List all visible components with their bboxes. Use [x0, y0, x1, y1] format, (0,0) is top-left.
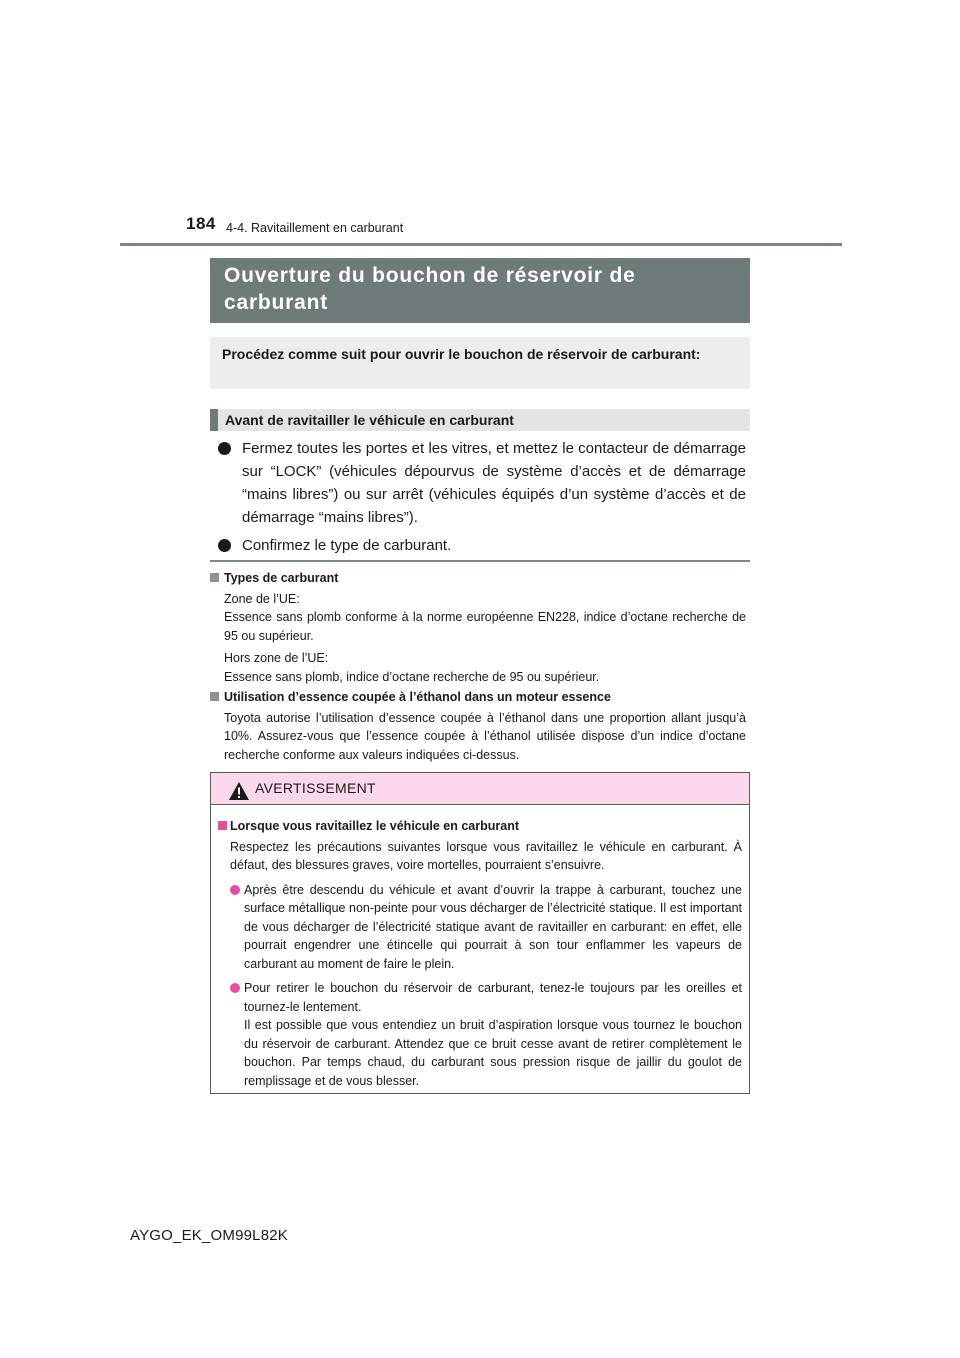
warning-title: AVERTISSEMENT [255, 780, 376, 796]
list-item [216, 534, 746, 557]
bullet-icon [218, 539, 231, 552]
square-bullet-icon [218, 821, 227, 830]
header-divider [120, 243, 842, 246]
list-item-text: Fermez toutes les portes et les vitres, et mettez le contacteur de démarrage sur “LOCK” (véhicules dépourvus de système d’accès et de démarrage “mains libres”) ou sur arrêt (véhicules équipés d’un système d’accès et de démarrage “mains libres”). [242, 440, 746, 526]
warning-heading [218, 817, 742, 836]
section-breadcrumb: 4-4. Ravitaillement en carburant [226, 221, 404, 235]
bullet-icon [218, 442, 231, 455]
intro-text: Procédez comme suit pour ouvrir le bouchon de réservoir de carburant: [210, 337, 750, 389]
warning-intro: Respectez les précautions suivantes lorsque vous ravitaillez le véhicule en carburant. À défaut, des blessures graves, voire mortelles, pourraient s’ensuivre. [230, 839, 742, 872]
page-number: 184 [186, 214, 216, 233]
section-title-bar [210, 258, 750, 323]
note-paragraph: Toyota autorise l’utilisation d’essence coupée à l’éthanol dans une proportion allant jusqu’à 10%. Assurez-vous que l’essence coupée à l’éthanol utilisée dispose d’un indice d’octane recherche conforme aux valeurs indiquées ci-dessus. [224, 710, 746, 762]
warning-item [218, 881, 742, 974]
list-item [216, 437, 746, 529]
note-heading-text: Types de carburant [224, 571, 339, 585]
note-paragraph [210, 590, 746, 646]
page-title-line2: carburant [224, 291, 329, 314]
warning-heading-text: Lorsque vous ravitaillez le véhicule en carburant [230, 819, 519, 833]
bullet-icon [230, 885, 240, 895]
page-title [224, 262, 736, 316]
note-heading-ethanol [210, 688, 746, 707]
notes-section [210, 569, 746, 764]
warning-header [211, 773, 749, 805]
section-divider [210, 560, 750, 562]
note-paragraph [210, 649, 746, 686]
warning-box [210, 772, 750, 1094]
note-heading-text: Utilisation d’essence coupée à l’éthanol dans un moteur essence [224, 690, 611, 704]
bullet-icon [230, 983, 240, 993]
square-bullet-icon [210, 692, 219, 701]
warning-item-text: Après être descendu du véhicule et avant d’ouvrir la trappe à carburant, touchez une surface métallique non-peinte pour vous décharger de l’électricité statique. Il est important de vous décharger de l’électricité statique avant de ravitailler en carburant: en effet, elle pourrait engendrer une étincelle qui pourrait à son tour enflammer les vapeurs de carburant au moment de faire le plein. [244, 882, 742, 971]
square-bullet-icon [210, 573, 219, 582]
eu-zone-text: Essence sans plomb conforme à la norme européenne EN228, indice d’octane recherche de 95 ou supérieur. [224, 610, 746, 643]
warning-body [211, 805, 749, 1090]
non-eu-zone-text: Essence sans plomb, indice d’octane recherche de 95 ou supérieur. [224, 669, 600, 684]
page-title-line1: Ouverture du bouchon de réservoir de [224, 264, 636, 287]
warning-item [218, 979, 742, 1090]
subsection-heading: Avant de ravitailler le véhicule en carburant [210, 409, 750, 431]
warning-item-text: Pour retirer le bouchon du réservoir de carburant, tenez-le toujours par les oreilles et tournez-le lentement. [244, 981, 742, 1014]
warning-item-text: Il est possible que vous entendiez un bruit d’aspiration lorsque vous tournez le bouchon du réservoir de carburant. Attendez que ce bruit cesse avant de retirer complètement le bouchon. Par temps chaud, du carburant sous pression risque de jaillir du goulot de remplissage et de vous blesser. [244, 1018, 742, 1088]
list-item-text: Confirmez le type de carburant. [242, 537, 452, 554]
note-heading-fuel-types [210, 569, 746, 588]
instruction-list [216, 437, 746, 562]
non-eu-zone-label: Hors zone de l’UE: [224, 651, 329, 665]
warning-triangle-icon [228, 781, 250, 801]
document-code: AYGO_EK_OM99L82K [130, 1227, 289, 1244]
eu-zone-label: Zone de l’UE: [224, 591, 300, 606]
